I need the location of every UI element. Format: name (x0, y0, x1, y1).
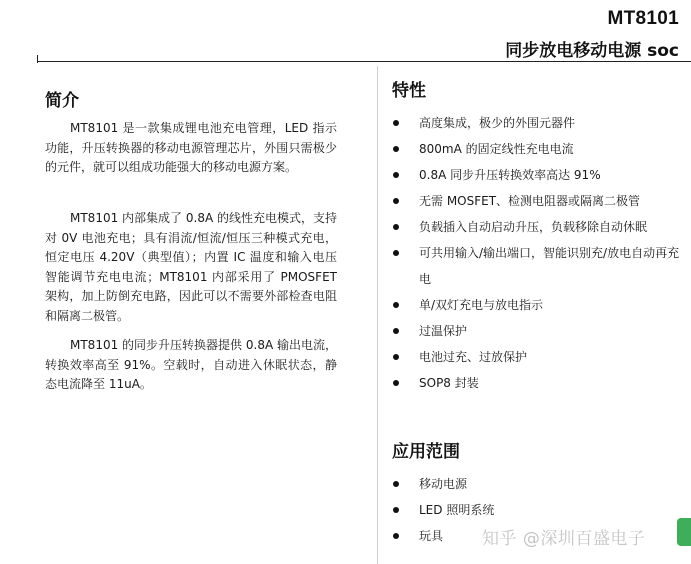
list-item (390, 240, 690, 292)
application-text: 移动电源 (419, 477, 468, 491)
watermark: 知乎 @深圳百盛电子 (482, 529, 646, 549)
bullet-icon (393, 302, 399, 308)
feature-text: 负载插入自动启动升压，负载移除自动休眠 (419, 220, 648, 234)
list-item (390, 370, 690, 396)
bullet-icon (393, 224, 399, 230)
bullet-icon (393, 354, 399, 360)
intro-paragraph: MT8101 的同步升压转换器提供 0.8A 输出电流，转换效率高至 91%。空载时，自动进入休眠状态，静态电流降至 11uA。 (45, 338, 337, 391)
bullet-icon (393, 481, 399, 487)
application-text: 玩具 (419, 529, 444, 543)
application-text: LED 照明系统 (419, 503, 495, 517)
bullet-icon (393, 120, 399, 126)
feature-text: SOP8 封装 (419, 376, 479, 390)
intro-paragraph: MT8101 内部集成了 0.8A 的线性充电模式，支持对 0V 电池充电；具有涓流/恒流/恒压三种模式充电，恒定电压 4.20V（典型值）；内置 IC 温度和输入电压智能调节充电电流；MT8101 内部采用了 PMOSFET 架构，加上防倒充电路，因此可以不需要外部检查电阻和隔离二极管。 (45, 211, 337, 323)
feature-text: 800mA 的固定线性充电电流 (419, 142, 574, 156)
intro-paragraph: MT8101 是一款集成锂电池充电管理，LED 指示功能，升压转换器的移动电源管理芯片，外围只需极少的元件，就可以组成功能强大的移动电源方案。 (45, 121, 337, 174)
features-list (390, 110, 690, 396)
bullet-icon (393, 328, 399, 334)
column-divider (377, 66, 378, 564)
bullet-icon (393, 507, 399, 513)
feature-text: 可共用输入/输出端口，智能识别充/放电自动再充电 (419, 246, 680, 286)
list-item (390, 136, 690, 162)
header-subtitle: 同步放电移动电源 soc (505, 41, 679, 61)
bullet-icon (393, 380, 399, 386)
watermark-logo-icon (677, 518, 691, 546)
bullet-icon (393, 533, 399, 539)
bullet-icon (393, 172, 399, 178)
list-item (390, 214, 690, 240)
list-item (390, 471, 690, 497)
list-item (390, 344, 690, 370)
header-rule (37, 61, 691, 62)
bullet-icon (393, 146, 399, 152)
feature-text: 电池过充、过放保护 (419, 350, 528, 364)
list-item (390, 318, 690, 344)
bullet-icon (393, 250, 399, 256)
intro-title: 简介 (45, 91, 79, 111)
feature-text: 高度集成，极少的外围元器件 (419, 116, 576, 130)
features-title: 特性 (392, 81, 426, 101)
list-item (390, 188, 690, 214)
header-model: MT8101 (607, 8, 679, 29)
feature-text: 单/双灯充电与放电指示 (419, 298, 544, 312)
feature-text: 0.8A 同步升压转换效率高达 91% (419, 168, 601, 182)
list-item (390, 162, 690, 188)
applications-title: 应用范围 (392, 442, 460, 462)
header-rule-tick (37, 55, 38, 63)
bullet-icon (393, 198, 399, 204)
list-item (390, 497, 690, 523)
list-item (390, 292, 690, 318)
feature-text: 过温保护 (419, 324, 468, 338)
feature-text: 无需 MOSFET、检测电阻器或隔离二极管 (419, 194, 641, 208)
list-item (390, 110, 690, 136)
